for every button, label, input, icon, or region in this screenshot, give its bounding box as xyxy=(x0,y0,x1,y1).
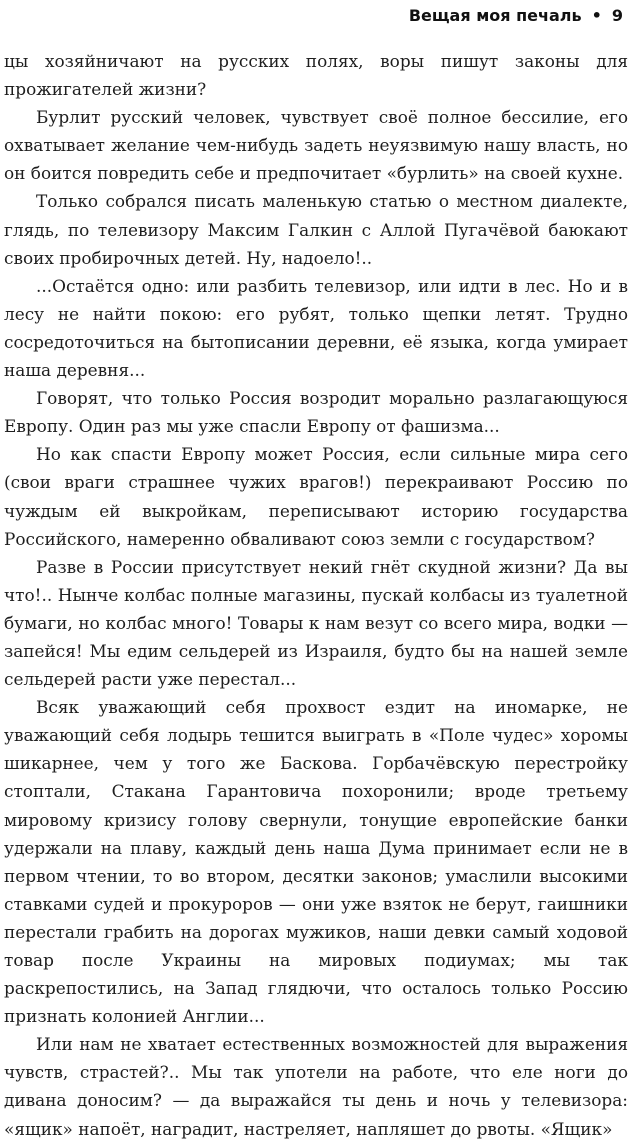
paragraph: Разве в России присутствует некий гнёт скудной жизни? Да вы что!.. Нынче колбас полные магазины, пускай колбасы из туалетной бумаги, но колбас много! Товары к нам везут со всего мира, водки — запейся! Мы едим сельдерей из Израиля, будто бы на нашей земле сельдерей расти уже перестал... xyxy=(4,556,628,690)
paragraph: Только собрался писать маленькую статью о местном диалекте, глядь, по телевизору Максим Галкин с Аллой Пугачёвой баюкают своих пробирочных детей. Ну, надоело!.. xyxy=(4,191,628,268)
running-title: Вещая моя печаль xyxy=(408,6,582,25)
paragraph: Говорят, что только Россия возродит морально разлагающуюся Европу. Один раз мы уже спасли Европу от фашизма... xyxy=(4,388,628,437)
paragraph: Но как спасти Европу может Россия, если сильные мира сего (свои враги страшнее чужих врагов!) перекраивают Россию по чуждым ей выкройкам, переписывают историю государства Российского, намеренно обваливают союз земли с государством? xyxy=(4,444,628,549)
header-separator: • xyxy=(591,6,602,25)
paragraph: Всяк уважающий себя прохвост ездит на иномарке, не уважающий себя лодырь тешится выиграть в «Поле чудес» хоромы шикарнее, чем у того же Баскова. Горбачёвскую перестройку стоптали, Стакана Гарантовича похоронили; вроде третьему мировому кризису голову свернули, тонущие европейские банки удержали на плаву, каждый день наша Дума принимает если не в первом чтении, то во втором, десятки законов; умаслили высокими ставками судей и прокуроров — они уже взяток не берут, гаишники перестали грабить на дорогах мужиков, наши девки самый ходовой товар после Украины на мировых подиумах; мы так раскрепостились, на Запад глядючи, что осталось только Россию признать колонией Англии... xyxy=(4,697,628,1027)
paragraph: Или нам не хватает естественных возможностей для выражения чувств, страстей?.. Мы так употели на работе, что еле ноги до дивана доносим? — да выражайся ты день и ночь у телевизора: «ящик» напоёт, наградит, настреляет, напляшет до рвоты. «Ящик» xyxy=(4,1034,628,1139)
paragraph: Бурлит русский человек, чувствует своё полное бессилие, его охватывает желание чем-нибудь задеть неуязвимую нашу власть, но он боится повредить себе и предпочитает «бурлить» на своей кухне. xyxy=(4,107,628,184)
paragraph: ...Остаётся одно: или разбить телевизор, или идти в лес. Но и в лесу не найти покою: его рубят, только щепки летят. Трудно сосредоточиться на бытописании деревни, её языка, когда умирает наша деревня... xyxy=(4,275,628,381)
page-number: 9 xyxy=(611,6,623,25)
running-header xyxy=(0,4,623,28)
body-text xyxy=(4,47,628,1143)
paragraph: цы хозяйничают на русских полях, воры пишут законы для прожигателей жизни? xyxy=(4,51,628,100)
